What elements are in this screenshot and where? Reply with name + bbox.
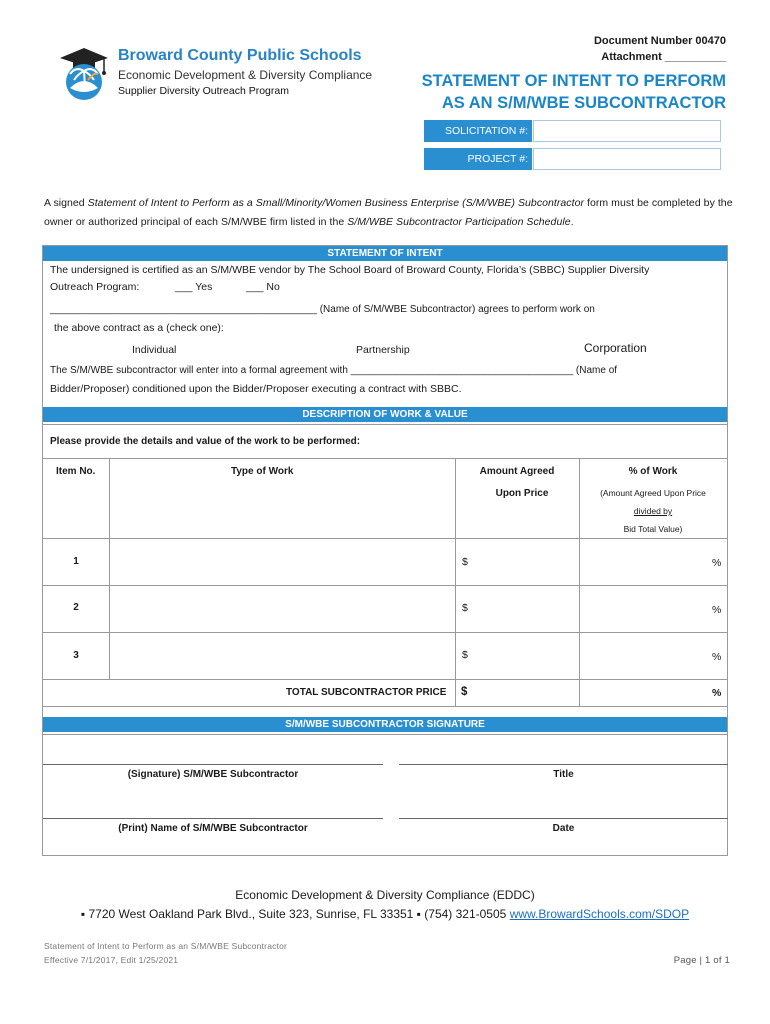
- org-department: Economic Development & Diversity Compliance: [118, 68, 373, 82]
- footer-page-number: Page | 1 of 1: [673, 955, 730, 966]
- option-individual[interactable]: Individual: [132, 344, 177, 356]
- title-line[interactable]: [399, 764, 728, 765]
- attachment-label: Attachment __________: [601, 51, 726, 63]
- row2-dollar[interactable]: $: [462, 602, 468, 614]
- row3-dollar[interactable]: $: [462, 649, 468, 661]
- date-label: Date: [552, 823, 575, 834]
- agreement-line1: The S/M/WBE subcontractor will enter into a formal agreement with ________________________________________ (Name of: [50, 365, 618, 376]
- contract-type-label: the above contract as a (check one):: [54, 322, 224, 334]
- col-amount-header-line1: Amount Agreed: [479, 466, 555, 477]
- footer-effective-date: Effective 7/1/2017, Edit 1/25/2021: [44, 955, 179, 965]
- row2-percent[interactable]: %: [712, 604, 722, 616]
- solicitation-label: SOLICITATION #:: [424, 120, 532, 142]
- total-percent[interactable]: %: [712, 687, 722, 699]
- signature-line[interactable]: [43, 764, 383, 765]
- row3-item: 3: [73, 650, 79, 661]
- document-number-block: [594, 33, 726, 65]
- project-input[interactable]: [533, 148, 721, 170]
- intro-form-name: Statement of Intent to Perform as a Small/Minority/Women Business Enterprise (S/M/WBE) Subcontractor: [87, 197, 585, 209]
- row2-type-input[interactable]: [110, 586, 455, 632]
- col-percent-note3: Bid Total Value): [623, 524, 683, 534]
- footer-contact: [0, 907, 770, 921]
- date-line[interactable]: [399, 818, 728, 819]
- signature-heading: S/M/WBE SUBCONTRACTOR SIGNATURE: [43, 717, 727, 732]
- col-percent-note2: divided by: [633, 506, 673, 516]
- table-bottom-border: [43, 706, 727, 707]
- document-number: Document Number 00470: [593, 35, 726, 47]
- divider: [43, 734, 727, 735]
- subcontractor-name-line[interactable]: ________________________________________________ (Name of S/M/WBE Subcontractor) agrees to perform work on: [50, 304, 595, 315]
- footer-address: ▪ 7720 West Oakland Park Blvd., Suite 323, Sunrise, FL 33351 ▪ (754) 321-0505: [80, 907, 507, 921]
- col-percent-note1: (Amount Agreed Upon Price: [600, 488, 706, 498]
- col-amount-header-line2: Upon Price: [495, 488, 549, 499]
- school-logo: [58, 44, 110, 102]
- yes-checkbox[interactable]: ___ Yes: [175, 281, 213, 293]
- footer-website-link[interactable]: www.BrowardSchools.com/SDOP: [509, 907, 690, 921]
- signature-label: (Signature) S/M/WBE Subcontractor: [127, 769, 299, 780]
- total-label: TOTAL SUBCONTRACTOR PRICE: [286, 687, 447, 698]
- intro-schedule-name: S/M/WBE Subcontractor Participation Schedule: [347, 216, 571, 228]
- col-type-header: Type of Work: [231, 466, 294, 477]
- agreement-line2: Bidder/Proposer) conditioned upon the Bidder/Proposer executing a contract with SBBC.: [50, 383, 462, 395]
- intro-text-3: .: [570, 216, 574, 228]
- row3-percent[interactable]: %: [712, 651, 722, 663]
- intro-text-1: A signed: [44, 197, 88, 209]
- form-title: [422, 70, 726, 114]
- col-percent-header: % of Work: [628, 466, 678, 477]
- row1-type-input[interactable]: [110, 539, 455, 585]
- print-name-line[interactable]: [43, 818, 383, 819]
- row1-item: 1: [73, 556, 79, 567]
- footer-office: Economic Development & Diversity Compliance (EDDC): [235, 888, 535, 902]
- org-name: Broward County Public Schools: [118, 47, 362, 64]
- row2-item: 2: [73, 602, 79, 613]
- statement-heading: STATEMENT OF INTENT: [43, 246, 727, 261]
- intro-text-2: form must be completed by the owner or authorized principal of each S/M/WBE firm listed in the: [44, 197, 733, 228]
- footer-form-name: Statement of Intent to Perform as an S/M/WBE Subcontractor: [44, 941, 288, 951]
- form-title-line2: AS AN S/M/WBE SUBCONTRACTOR: [441, 94, 726, 112]
- table-top-border: [43, 458, 727, 459]
- org-program: Supplier Diversity Outreach Program: [118, 85, 289, 97]
- title-label: Title: [553, 769, 574, 780]
- description-prompt: Please provide the details and value of the work to be performed:: [50, 436, 361, 447]
- col-item-header: Item No.: [56, 466, 96, 477]
- print-name-label: (Print) Name of S/M/WBE Subcontractor: [118, 823, 308, 834]
- table-row-border: [43, 679, 727, 680]
- option-corporation[interactable]: Corporation: [584, 341, 647, 355]
- statement-program-label: Outreach Program:: [50, 281, 140, 293]
- description-heading: DESCRIPTION OF WORK & VALUE: [43, 407, 727, 422]
- solicitation-input[interactable]: [533, 120, 721, 142]
- intro-paragraph: [44, 194, 734, 232]
- project-label: PROJECT #:: [424, 148, 532, 170]
- row3-type-input[interactable]: [110, 633, 455, 679]
- divider: [43, 424, 727, 425]
- row1-percent[interactable]: %: [712, 557, 722, 569]
- form-title-line1: STATEMENT OF INTENT TO PERFORM: [421, 72, 726, 90]
- statement-line1: The undersigned is certified as an S/M/WBE vendor by The School Board of Broward County, Florida’s (SBBC) Supplier Diversity: [50, 264, 650, 276]
- no-checkbox[interactable]: ___ No: [246, 281, 280, 293]
- total-dollar[interactable]: $: [461, 686, 468, 698]
- option-partnership[interactable]: Partnership: [356, 344, 410, 356]
- row1-dollar[interactable]: $: [462, 556, 468, 568]
